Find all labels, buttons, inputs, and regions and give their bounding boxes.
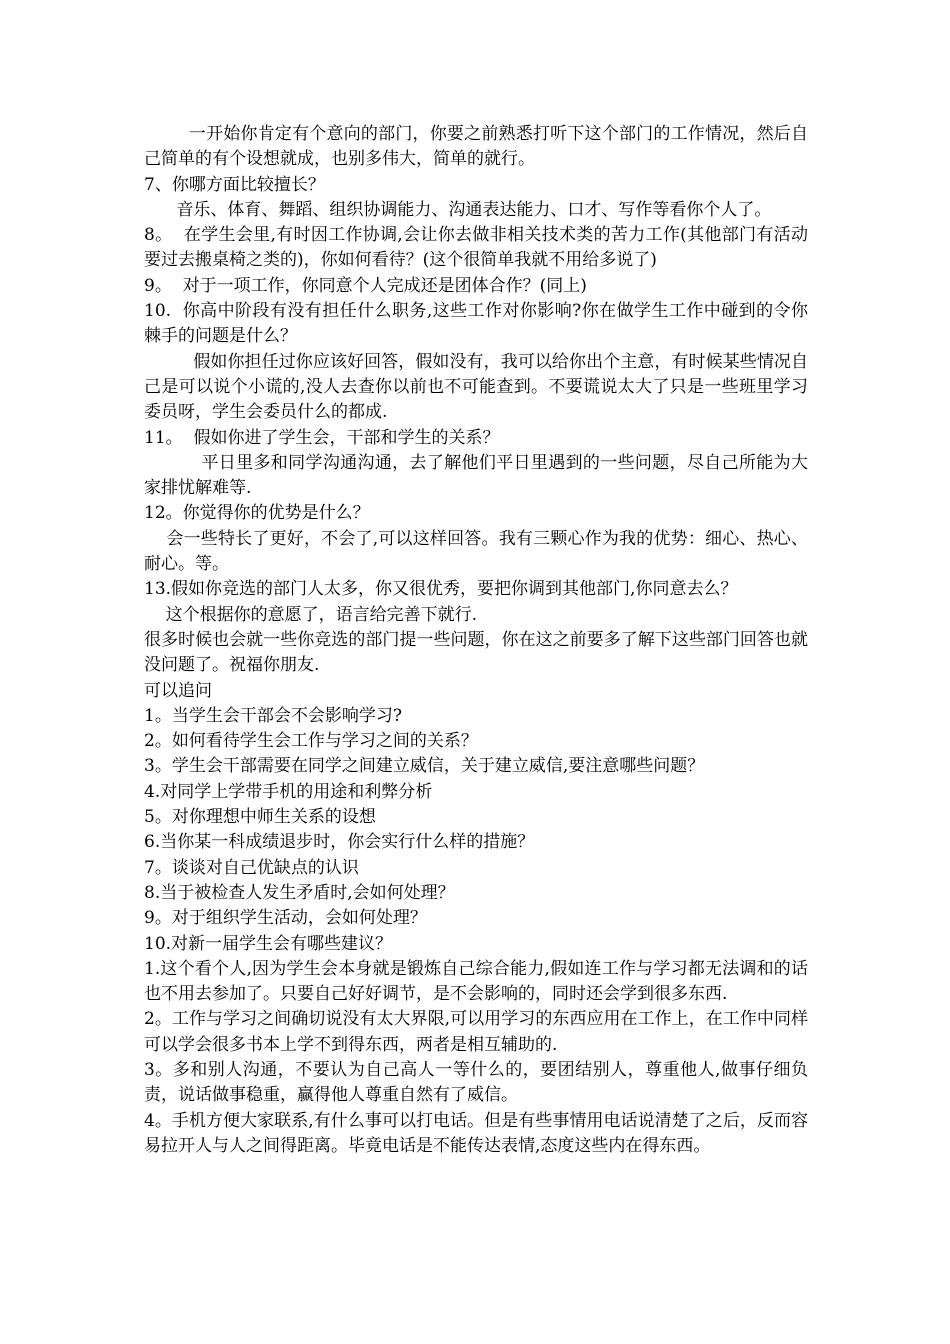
paragraph: 音乐、体育、舞蹈、组织协调能力、沟通表达能力、口才、写作等看你个人了。 xyxy=(144,199,772,220)
question-heading: 10. 你高中阶段有没有担任什么职务,这些工作对你影响?你在做学生工作中碰到的令你棘手的问题是什么？ xyxy=(144,301,808,347)
answer-paragraph: 4。手机方便大家联系,有什么事可以打电话。但是有些事情用电话说清楚了之后，反而容易拉开人与人之间得距离。毕竟电话是不能传达表情,态度这些内在得东西。 xyxy=(144,1110,808,1156)
answer-paragraph: 2。工作与学习之间确切说没有太大界限,可以用学习的东西应用在工作上，在工作中同样可以学会很多书本上学不到得东西，两者是相互辅助的. xyxy=(144,1009,808,1055)
question-heading: 8。 在学生会里,有时因工作协调,会让你去做非相关技术类的苦力工作(其他部门有活动要过去搬桌椅之类的)，你如何看待？(这个很简单我就不用给多说了) xyxy=(144,225,808,271)
question-heading: 11。 假如你进了学生会，干部和学生的关系？ xyxy=(144,427,500,448)
answer-paragraph: 3。多和别人沟通，不要认为自己高人一等什么的，要团结别人，尊重他人,做事仔细负责，说话做事稳重，赢得他人尊重自然有了威信。 xyxy=(144,1059,808,1106)
section-heading: 可以追问 xyxy=(144,680,212,701)
follow-up-question: 10.对新一届学生会有哪些建议？ xyxy=(144,933,393,954)
paragraph: 会一些特长了更好，不会了,可以这样回答。我有三颗心作为我的优势：细心、热心、耐心。等。 xyxy=(144,528,808,575)
document-body xyxy=(144,122,808,1159)
paragraph: 平日里多和同学沟通沟通，去了解他们平日里遇到的一些问题，尽自己所能为大家排忧解难等. xyxy=(144,452,808,499)
answer-paragraph: 1.这个看个人,因为学生会本身就是锻炼自己综合能力,假如连工作与学习都无法调和的话也不用去参加了。只要自己好好调节，是不会影响的，同时还会学到很多东西. xyxy=(144,958,808,1005)
paragraph: 假如你担任过你应该好回答，假如没有，我可以给你出个主意，有时候某些情况自己是可以说个小谎的,没人去查你以前也不可能查到。不要谎说太大了只是一些班里学习委员呀，学生会委员什么的都成. xyxy=(144,351,808,423)
follow-up-question: 1。当学生会干部会不会影响学习? xyxy=(144,705,402,726)
follow-up-question: 5。对你理想中师生关系的设想 xyxy=(144,807,376,828)
paragraph: 一开始你肯定有个意向的部门，你要之前熟悉打听下这个部门的工作情况，然后自己简单的有个设想就成，也别多伟大，简单的就行。 xyxy=(144,124,809,170)
follow-up-question: 7。谈谈对自己优缺点的认识 xyxy=(144,857,359,878)
question-heading: 12。你觉得你的优势是什么？ xyxy=(144,503,370,524)
question-heading: 13.假如你竞选的部门人太多，你又很优秀，要把你调到其他部门,你同意去么？ xyxy=(144,579,738,600)
paragraph: 这个根据你的意愿了，语言给完善下就行. xyxy=(144,604,478,625)
paragraph: 很多时候也会就一些你竞选的部门提一些问题，你在这之前要多了解下这些部门回答也就没问题了。祝福你朋友. xyxy=(144,629,808,676)
follow-up-question: 3。学生会干部需要在同学之间建立威信，关于建立威信,要注意哪些问题？ xyxy=(144,756,705,777)
follow-up-question: 6.当你某一科成绩退步时，你会实行什么样的措施？ xyxy=(144,832,535,853)
question-heading: 9。 对于一项工作，你同意个人完成还是团体合作？(同上) xyxy=(144,275,587,296)
question-heading: 7、你哪方面比较擅长？ xyxy=(144,174,325,195)
follow-up-question: 8.当于被检查人发生矛盾时,会如何处理？ xyxy=(144,882,455,903)
follow-up-question: 4.对同学上学带手机的用途和利弊分析 xyxy=(144,781,433,802)
follow-up-question: 2。如何看待学生会工作与学习之间的关系？ xyxy=(144,731,478,752)
follow-up-question: 9。对于组织学生活动，会如何处理？ xyxy=(144,908,427,929)
